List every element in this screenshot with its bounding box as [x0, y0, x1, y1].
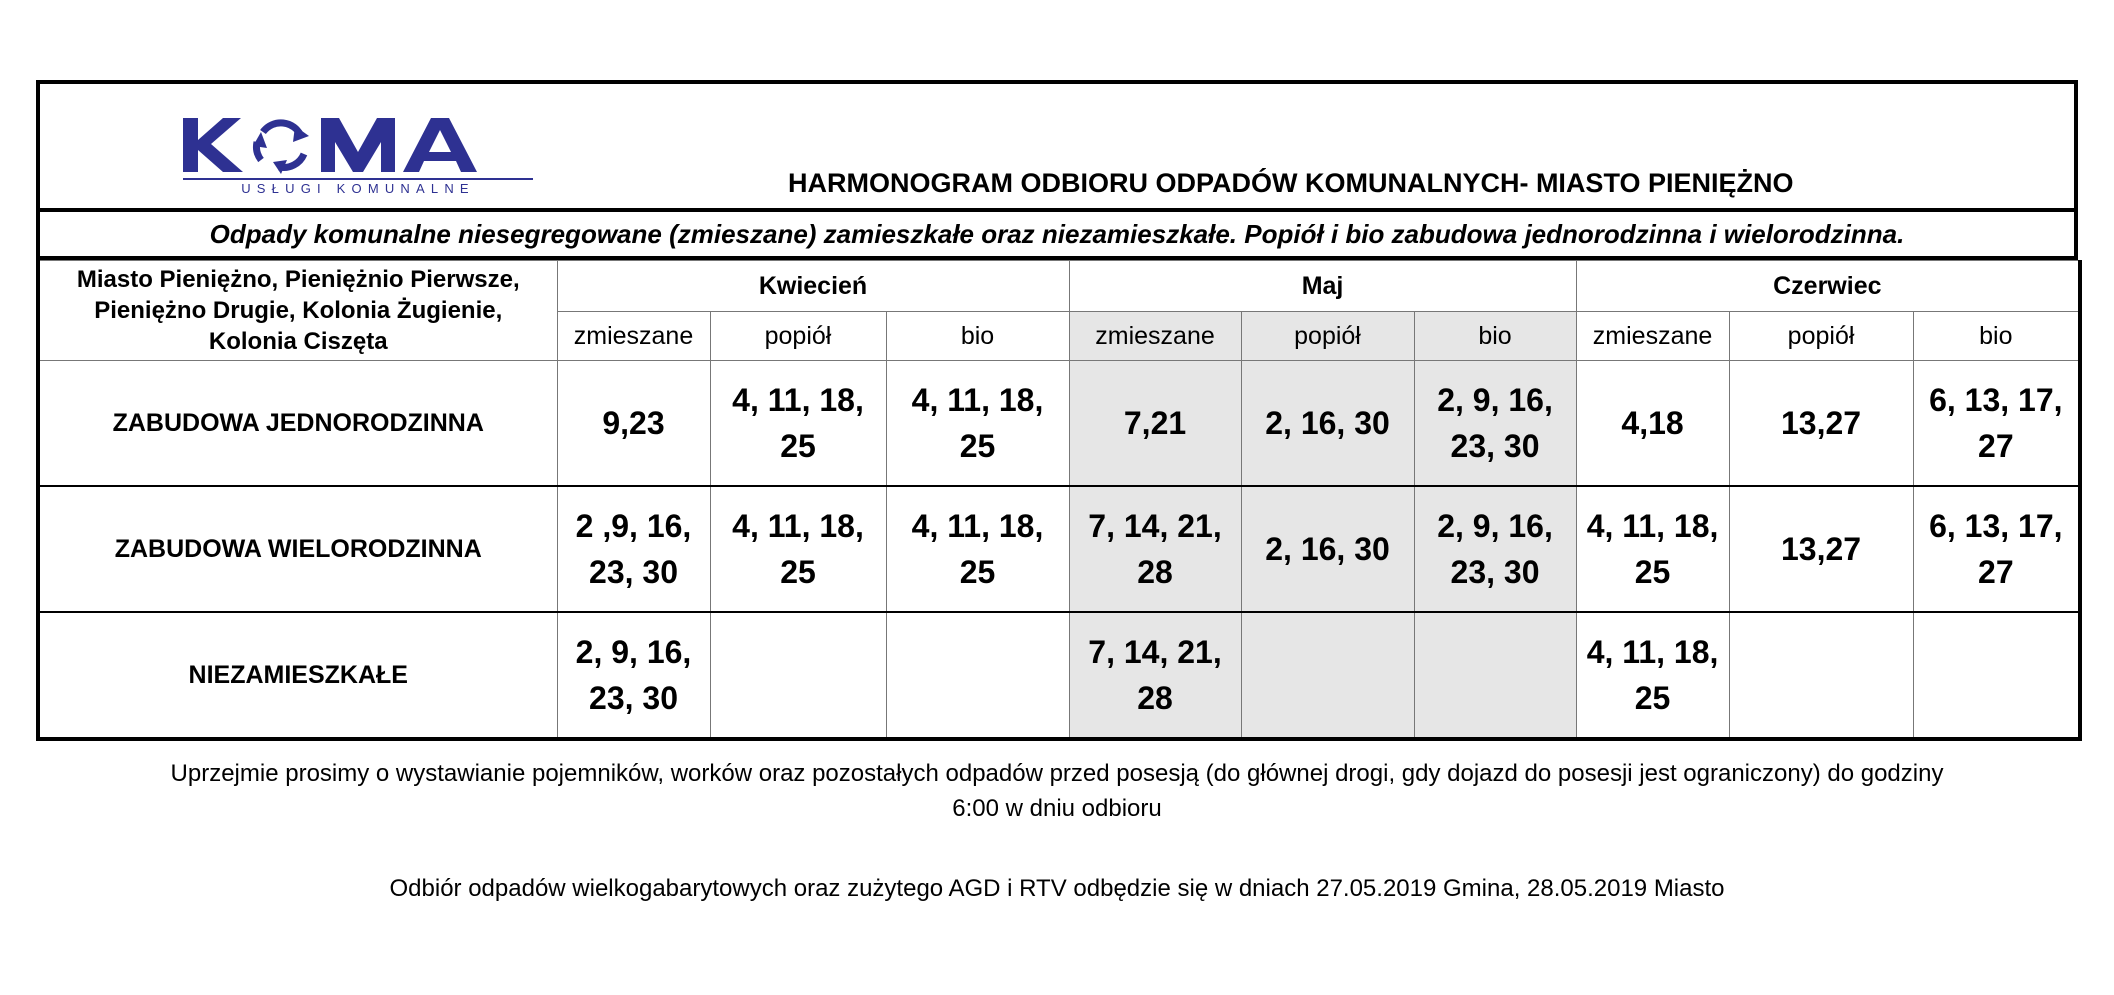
- subcolumn-header: popiół: [1241, 312, 1414, 361]
- schedule-cell: [886, 612, 1069, 739]
- date-line: 4,18: [1621, 404, 1684, 441]
- schedule-cell: [710, 361, 886, 487]
- date-line: 13,27: [1781, 404, 1862, 441]
- schedule-cell: [710, 612, 886, 739]
- koma-logo: [183, 110, 533, 195]
- schedule-cell: [1414, 612, 1576, 739]
- schedule-cell: [1414, 361, 1576, 487]
- schedule-cell: [1241, 361, 1414, 487]
- table-row: [38, 486, 2080, 612]
- row-label: ZABUDOWA JEDNORODZINNA: [38, 361, 557, 487]
- date-line: 2 ,9, 16,: [575, 507, 692, 544]
- subcolumn-header: zmieszane: [1576, 312, 1729, 361]
- schedule-cell: [1913, 361, 2080, 487]
- subcolumn-header: bio: [1913, 312, 2080, 361]
- month-header-april: Kwiecień: [557, 261, 1069, 312]
- date-line: 6, 13, 17,: [1929, 507, 2063, 544]
- date-line: 23, 30: [1450, 554, 1540, 590]
- subcolumn-header: popiół: [710, 312, 886, 361]
- date-line: 27: [1978, 428, 2014, 464]
- schedule-cell: [886, 486, 1069, 612]
- table-row: [38, 612, 2080, 739]
- schedule-cell: [1729, 361, 1913, 487]
- schedule-sheet: [36, 80, 2078, 741]
- date-line: 4, 11, 18,: [1586, 507, 1719, 544]
- schedule-cell: [557, 612, 710, 739]
- subcolumn-header: bio: [1414, 312, 1576, 361]
- month-header-june: Czerwiec: [1576, 261, 2080, 312]
- date-line: 4, 11, 18,: [1586, 633, 1719, 670]
- date-line: 25: [780, 554, 816, 590]
- schedule-cell: [1576, 612, 1729, 739]
- subcolumn-header: popiół: [1729, 312, 1913, 361]
- date-line: 2, 9, 16,: [1437, 381, 1553, 418]
- row-label: ZABUDOWA WIELORODZINNA: [38, 486, 557, 612]
- date-line: 7, 14, 21,: [1088, 507, 1222, 544]
- schedule-cell: [1241, 486, 1414, 612]
- date-line: 25: [959, 428, 996, 464]
- date-line: 4, 11, 18,: [732, 507, 864, 544]
- schedule-cell: [710, 486, 886, 612]
- schedule-table: [36, 260, 2082, 741]
- header-band: [36, 80, 2078, 208]
- notice-paragraph: [0, 757, 2114, 827]
- date-line: 13,27: [1781, 530, 1862, 567]
- date-line: 23, 30: [1450, 428, 1540, 464]
- date-line: 23, 30: [589, 554, 678, 590]
- schedule-cell: [1241, 612, 1414, 739]
- date-line: 25: [1634, 554, 1671, 590]
- document-title: HARMONOGRAM ODBIORU ODPADÓW KOMUNALNYCH- MIASTO PIENIĘŻNO: [788, 168, 1794, 198]
- subcolumn-header: bio: [886, 312, 1069, 361]
- area-line: Miasto Pieniężno, Pieniężnio Pierwsze,: [76, 265, 520, 293]
- date-line: 2, 9, 16,: [1437, 507, 1553, 544]
- date-line: 9,23: [602, 404, 665, 441]
- schedule-cell: [1913, 612, 2080, 739]
- month-header-may: Maj: [1069, 261, 1576, 312]
- schedule-cell: [557, 486, 710, 612]
- area-line: Kolonia Ciszęta: [208, 328, 388, 356]
- schedule-cell: [1414, 486, 1576, 612]
- date-line: 28: [1137, 554, 1173, 590]
- date-line: 2, 16, 30: [1265, 530, 1390, 567]
- date-line: 2, 16, 30: [1265, 404, 1390, 441]
- date-line: 27: [1978, 554, 2014, 590]
- date-line: 28: [1137, 680, 1173, 716]
- date-line: 25: [959, 554, 996, 590]
- schedule-cell: [1069, 612, 1241, 739]
- date-line: 25: [1634, 680, 1671, 716]
- row-label: NIEZAMIESZKAŁE: [38, 612, 557, 739]
- logo-tagline: USŁUGI KOMUNALNE: [241, 181, 475, 195]
- subcolumn-header: zmieszane: [1069, 312, 1241, 361]
- notice-line: 6:00 w dniu odbioru: [952, 794, 1162, 822]
- waste-type-subtitle: Odpady komunalne niesegregowane (zmieszane) zamieszkałe oraz niezamieszkałe. Popiół i bio zabudowa jednorodzinna i wielorodzinna.: [36, 208, 2078, 260]
- schedule-cell: [1913, 486, 2080, 612]
- area-line: Pieniężno Drugie, Kolonia Żugienie,: [94, 296, 503, 324]
- date-line: 7,21: [1123, 404, 1187, 441]
- schedule-cell: [886, 361, 1069, 487]
- area-header: [38, 261, 557, 361]
- schedule-cell: [1069, 361, 1241, 487]
- date-line: 23, 30: [589, 680, 678, 716]
- schedule-cell: [1729, 486, 1913, 612]
- date-line: 2, 9, 16,: [575, 633, 692, 670]
- table-row: [38, 361, 2080, 487]
- date-line: 6, 13, 17,: [1929, 381, 2063, 418]
- schedule-cell: [1729, 612, 1913, 739]
- subcolumn-header: zmieszane: [557, 312, 710, 361]
- date-line: 4, 11, 18,: [911, 381, 1044, 418]
- notice-line: Uprzejmie prosimy o wystawianie pojemników, worków oraz pozostałych odpadów przed posesją (do głównej drogi, gdy dojazd do posesji jest ograniczony) do godziny: [170, 760, 1944, 787]
- date-line: 25: [780, 428, 816, 464]
- schedule-cell: [1576, 486, 1729, 612]
- date-line: 7, 14, 21,: [1088, 633, 1222, 670]
- schedule-cell: [1576, 361, 1729, 487]
- schedule-cell: [557, 361, 710, 487]
- date-line: 4, 11, 18,: [732, 381, 864, 418]
- bulky-waste-note: Odbiór odpadów wielkogabarytowych oraz zużytego AGD i RTV odbędzie się w dniach 27.05.2019 Gmina, 28.05.2019 Miasto: [389, 875, 1725, 902]
- schedule-cell: [1069, 486, 1241, 612]
- date-line: 4, 11, 18,: [911, 507, 1044, 544]
